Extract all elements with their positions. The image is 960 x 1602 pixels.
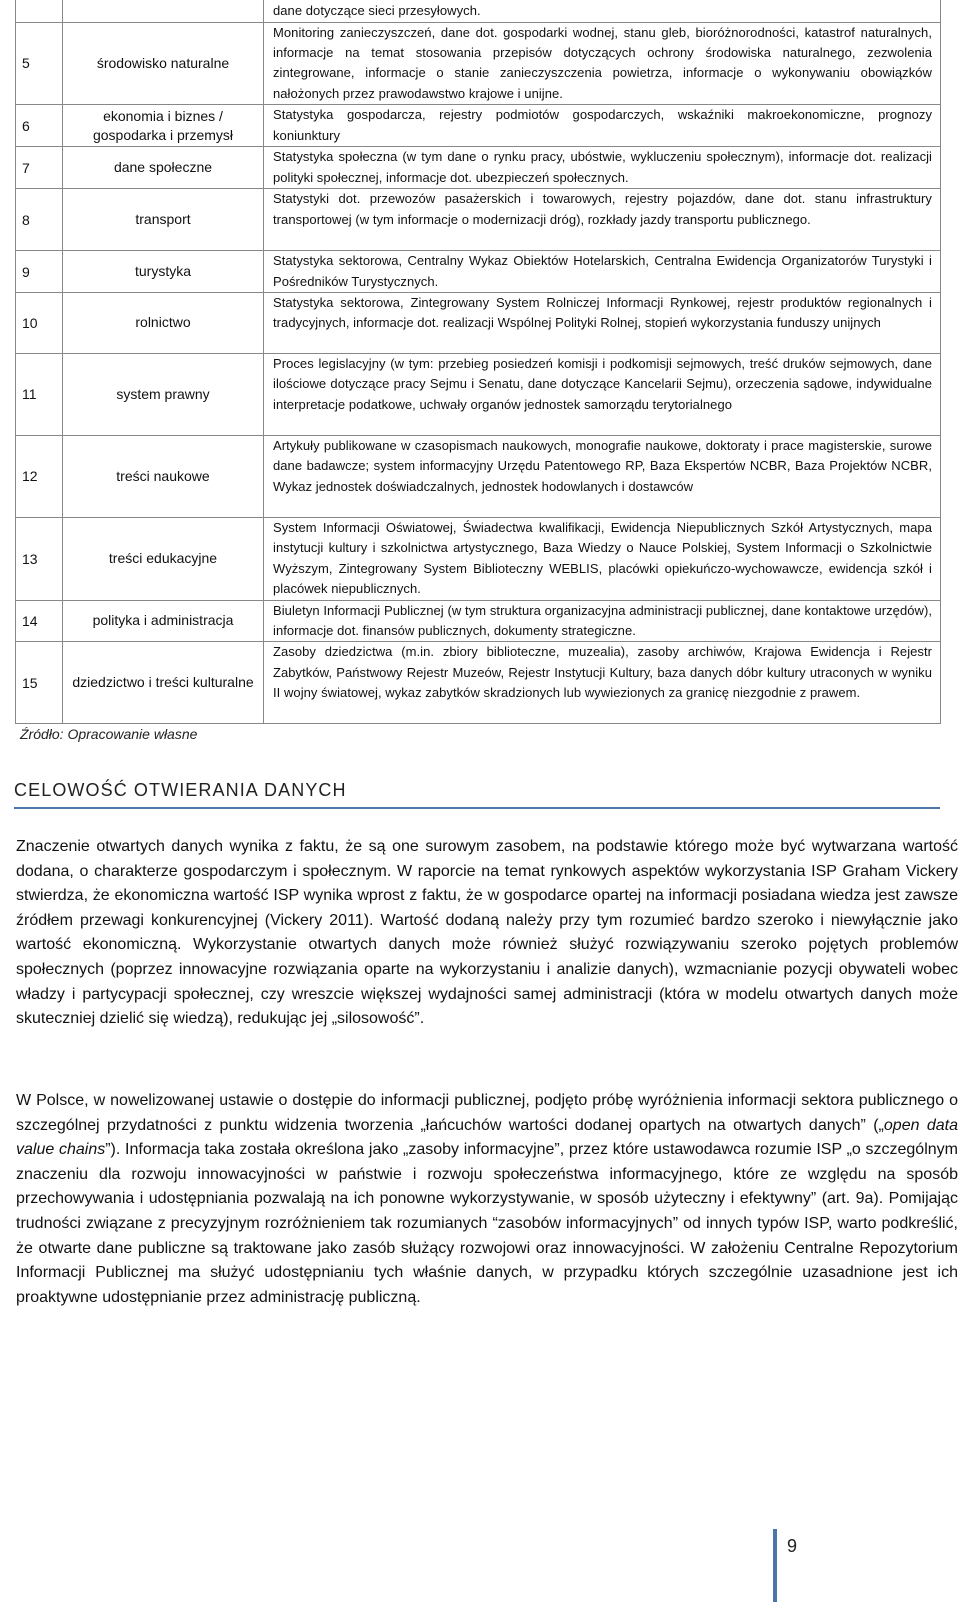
row-description: System Informacji Oświatowej, Świadectwa kwalifikacji, Ewidencja Niepublicznych Szkół Artystycznych, mapa instytucji kultury i szkolnictwa artystycznego, Baza Wiedzy o Nauce Polskiej, System Informacji o Szkolnictwie Wyższym, Zintegrowany System Biblioteczny WEBLIS, placówki opiekuńczo-wychowawcze, ewidencja szkół i placówek niepublicznych. <box>264 517 941 600</box>
table-row <box>16 642 941 724</box>
row-category: rolnictwo <box>63 292 264 353</box>
row-number: 8 <box>16 189 63 251</box>
row-number: 5 <box>16 22 63 105</box>
row-description: Statystyki dot. przewozów pasażerskich i towarowych, rejestry pojazdów, dane dot. stanu infrastruktury transportowej (w tym informacje o modernizacji dróg), rozkłady jazdy transportu publicznego. <box>264 189 941 251</box>
paragraph-2-text-end: ”). Informacja taka została określona jako „zasoby informacyjne”, przez które ustawodawca rozumie ISP „o szczególnym znaczeniu dla rozwoju innowacyjności w państwie i rozwoju społeczeństwa informacyjnego, które ze względu na sposób przechowywania i udostępniania pozwalają na ich ponowne wykorzystywanie, w sposób użyteczny i efektywny” (art. 9a). Pomijając trudności związane z precyzyjnym rozróżnieniem tak rozumianych “zasobów informacyjnych” od innych typów ISP, warto podkreślić, że otwarte dane publiczne są traktowane jako zasób służący rozwojowi oraz innowacyjności. W założeniu Centralne Repozytorium Informacji Publicznej ma służyć udostępnianiu tych właśnie danych, w przypadku których szczególnie uzasadnione jest ich proaktywne udostępnianie przez administrację publiczną. <box>16 1141 958 1306</box>
table-row <box>16 105 941 147</box>
page-number: 9 <box>787 1536 798 1556</box>
row-category: dziedzictwo i treści kulturalne <box>63 642 264 724</box>
table-row <box>16 22 941 105</box>
row-category: dane społeczne <box>63 147 264 189</box>
table-row <box>16 147 941 189</box>
table-row <box>16 189 941 251</box>
row-description: Statystyka sektorowa, Zintegrowany System Rolniczej Informacji Rynkowej, rejestr produktów regionalnych i tradycyjnych, informacje dot. realizacji Wspólnej Polityki Rolnej, stopień wykorzystania funduszy unijnych <box>264 292 941 353</box>
row-category: polityka i administracja <box>63 600 264 642</box>
row-number: 15 <box>16 642 63 724</box>
row-number: 9 <box>16 251 63 293</box>
row-description: Monitoring zanieczyszczeń, dane dot. gospodarki wodnej, stanu gleb, bioróżnorodności, katastrof naturalnych, informacje na temat stosowania przepisów dotyczących ochrony środowiska naturalnego, zezwolenia zintegrowane, informacje o stanie zanieczyszczenia powietrza, informacje o wykonywaniu obowiązków nałożonych przez prawodawstwo krajowe i unijne. <box>264 22 941 105</box>
heading-underline <box>14 807 940 809</box>
row-number: 7 <box>16 147 63 189</box>
paragraph-2 <box>16 1089 958 1310</box>
row-category: treści naukowe <box>63 435 264 517</box>
row-number: 6 <box>16 105 63 147</box>
table-source-note: Źródło: Opracowanie własne <box>20 726 198 742</box>
row-number: 12 <box>16 435 63 517</box>
page-number-bar <box>773 1529 777 1602</box>
row-category: system prawny <box>63 353 264 435</box>
paragraph-2-text-start: W Polsce, w nowelizowanej ustawie o dostępie do informacji publicznej, podjęto próbę wyróżnienia informacji sektora publicznego o szczególnej przydatności z punktu widzenia tworzenia „łańcuchów wartości dodanej opartych na otwartych danych” („ <box>16 1092 958 1134</box>
row-description: Proces legislacyjny (w tym: przebieg posiedzeń komisji i podkomisji sejmowych, treść druków sejmowych, dane ilościowe dotyczące pracy Sejmu i Senatu, dane dotyczące Kancelarii Sejmu), orzeczenia sądowe, indywidualne interpretacje podatkowe, uchwały organów jednostek samorządu terytorialnego <box>264 353 941 435</box>
row-category: środowisko naturalne <box>63 22 264 105</box>
row-category: turystyka <box>63 251 264 293</box>
row-number: 14 <box>16 600 63 642</box>
row-category: treści edukacyjne <box>63 517 264 600</box>
section-heading: CELOWOŚĆ OTWIERANIA DANYCH <box>14 780 347 800</box>
row-description: Statystyka społeczna (w tym dane o rynku pracy, ubóstwie, wykluczeniu społecznym), informacje dot. realizacji polityki społecznej, informacje dot. ubezpieczeń społecznych. <box>264 147 941 189</box>
row-description: Zasoby dziedzictwa (m.in. zbiory biblioteczne, muzealia), zasoby archiwów, Krajowa Ewidencja i Rejestr Zabytków, Państwowy Rejestr Muzeów, Rejestr Instytucji Kultury, baza danych dóbr kultury utraconych w wyniku II wojny światowej, wykaz zabytków skradzionych lub wywiezionych za granicę niezgodnie z prawem. <box>264 642 941 724</box>
row-description: Statystyka gospodarcza, rejestry podmiotów gospodarczych, wskaźniki makroekonomiczne, prognozy koniunktury <box>264 105 941 147</box>
paragraph-2-italic-term: open data value chains <box>16 1116 959 1159</box>
table-row <box>16 251 941 293</box>
row-description: Biuletyn Informacji Publicznej (w tym struktura organizacyjna administracji publicznej, dane kontaktowe urzędów), informacje dot. finansów publicznych, dokumenty strategiczne. <box>264 600 941 642</box>
row-description: dane dotyczące sieci przesyłowych. <box>264 0 941 22</box>
paragraph-1: Znaczenie otwartych danych wynika z faktu, że są one surowym zasobem, na podstawie którego może być wytwarzana wartość dodana, o charakterze gospodarczym i społecznym. W raporcie na temat rynkowych aspektów wykorzystania ISP Graham Vickery stwierdza, że ekonomiczna wartość ISP wynika wprost z faktu, że w gospodarce opartej na informacji posiadana wiedza jest zawsze źródłem przewagi konkurencyjnej (Vickery 2011). Wartość dodaną należy przy tym rozumieć bardzo szeroko i niewyłącznie jako wartość ekonomiczną. Wykorzystanie otwartych danych może również służyć rozwiązywaniu szeroko pojętych problemów społecznych (poprzez innowacyjne rozwiązania oparte na wykorzystaniu i analizie danych), wzmacnianie pozycji obywateli wobec władzy i partycypacji społecznej, czy wreszcie większej wydajności samej administracji (która w modelu otwartych danych może skuteczniej dzielić się wiedzą), redukując jej „silosowość”. <box>16 838 958 1028</box>
table-row <box>16 600 941 642</box>
table-row <box>16 353 941 435</box>
row-number: 10 <box>16 292 63 353</box>
table-row <box>16 517 941 600</box>
row-category: ekonomia i biznes / gospodarka i przemysł <box>63 105 264 147</box>
row-description: Artykuły publikowane w czasopismach naukowych, monografie naukowe, doktoraty i prace magisterskie, surowe dane badawcze; system informacyjny Urzędu Patentowego RP, Baza Ekspertów NCBR, Baza Projektów NCBR, Wykaz jednostek doświadczalnych, jednostek hodowlanych i dostawców <box>264 435 941 517</box>
table-row <box>16 292 941 353</box>
row-number: 13 <box>16 517 63 600</box>
table-row <box>16 435 941 517</box>
row-category: transport <box>63 189 264 251</box>
row-description: Statystyka sektorowa, Centralny Wykaz Obiektów Hotelarskich, Centralna Ewidencja Organizatorów Turystyki i Pośredników Turystycznych. <box>264 251 941 293</box>
data-categories-table <box>15 0 941 724</box>
row-number: 11 <box>16 353 63 435</box>
table-row <box>16 0 941 22</box>
